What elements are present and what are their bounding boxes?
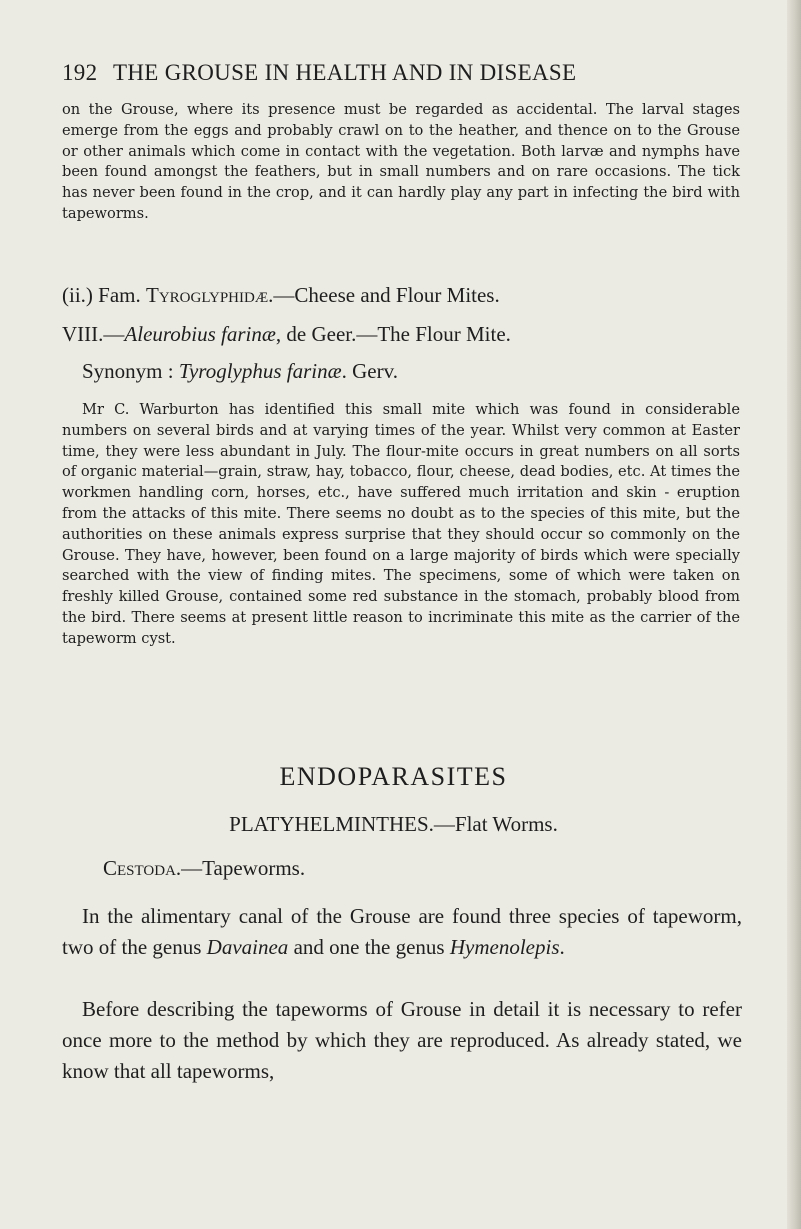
family-name: Tyroglyphidæ: [146, 283, 269, 307]
genus-davainea: Davainea: [206, 935, 289, 959]
page-number: 192: [62, 60, 98, 85]
class-heading: Cestoda.—Tapeworms.: [103, 856, 306, 880]
paragraph-cestoda: In the alimentary canal of the Grouse are found three species of tapeworm, two of the genus Davainea and one the genus Hymenolepis.: [62, 904, 742, 959]
section-title: ENDOPARASITES: [279, 762, 508, 791]
subsection-heading: PLATYHELMINTHES.—Flat Worms.: [229, 812, 558, 836]
running-header: [62, 60, 742, 86]
genus-hymenolepis: Hymenolepis: [449, 935, 560, 959]
paragraph-tick: on the Grouse, where its presence must be regarded as accidental. The larval stages emerge from the eggs and probably crawl on to the heather, and thence on to the Grouse or other animals which come in contact with the vegetation. Both larvæ and nymphs have been found amongst the feathers, but in small numbers and on rare occasions. The tick has never been found in the crop, and it can hardly play any part in infecting the bird with tapeworms.: [62, 101, 740, 222]
species-name: Aleurobius farinæ: [124, 322, 276, 346]
page-edge-shadow: [787, 0, 801, 1229]
class-name: Cestoda: [103, 856, 176, 880]
paragraph-flour-mite: Mr C. Warburton has identified this small mite which was found in considerable numbers on several birds and at varying times of the year. Whilst very common at Easter time, they were less abundant in July. The flour-mite occurs in great numbers on all sorts of organic material—grain, straw, hay, tobacco, flour, cheese, dead bodies, etc. At times the workmen handling corn, horses, etc., have suffered much irritation and skin - eruption from the attacks of this mite. There seems no doubt as to the species of this mite, but the authorities on these animals express surprise that they should occur so commonly on the Grouse. They have, however, been found on a large majority of birds which were specially searched with the view of finding mites. The specimens, some of which were taken on freshly killed Grouse, contained some red substance in the stomach, probably blood from the bird. There seems at present little reason to incriminate this mite as the carrier of the tapeworm cyst.: [62, 401, 740, 647]
synonym-line: Synonym : Tyroglyphus farinæ. Gerv.: [82, 359, 398, 383]
synonym-name: Tyroglyphus farinæ: [178, 359, 342, 383]
species-heading: VIII.—Aleurobius farinæ, de Geer.—The Flour Mite.: [62, 322, 511, 346]
family-heading: (ii.) Fam. Tyroglyphidæ.—Cheese and Flour Mites.: [62, 283, 500, 307]
paragraph-reproduction: Before describing the tapeworms of Grouse in detail it is necessary to refer once more to the method by which they are reproduced. As already stated, we know that all tapeworms,: [62, 997, 742, 1083]
running-title: THE GROUSE IN HEALTH AND IN DISEASE: [113, 60, 577, 85]
